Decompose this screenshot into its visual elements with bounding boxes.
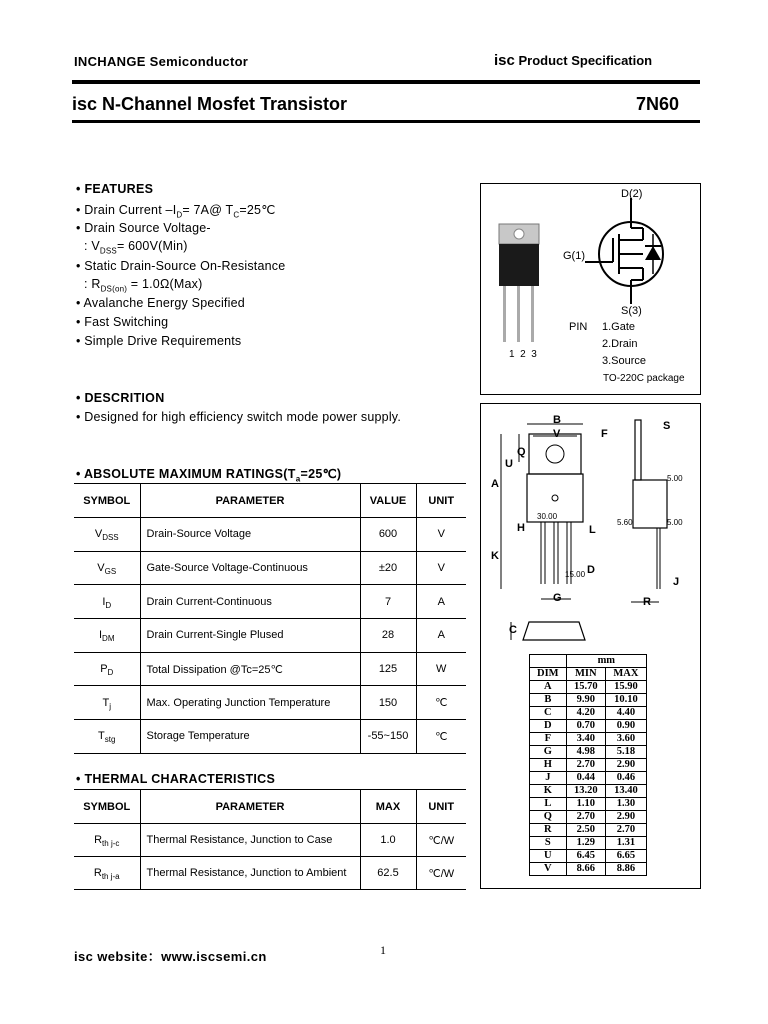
unit-cell: W: [416, 652, 466, 686]
package-box: [480, 183, 701, 395]
dim-row: [530, 837, 647, 850]
description-text: • Designed for high efficiency switch mode power supply.: [76, 410, 401, 424]
unit-cell: ℃/W: [416, 857, 466, 890]
unit-cell: A: [416, 585, 466, 619]
angle-30: 30.00: [537, 512, 558, 521]
pin-1-gate: 1.Gate: [602, 321, 636, 333]
value-cell: 28: [360, 619, 416, 653]
feature-drain-source-voltage: • Drain Source Voltage-: [76, 221, 211, 235]
table-row: [74, 857, 466, 890]
max-cell: 0.90: [605, 720, 646, 733]
min-cell: 9.90: [566, 694, 605, 707]
pin-label: PIN: [569, 321, 588, 333]
min-cell: 6.45: [566, 850, 605, 863]
symbol-cell: $T_j$: [74, 686, 140, 720]
min-cell: 4.98: [566, 746, 605, 759]
dim-unit-row: [530, 655, 647, 668]
unit-cell: V: [416, 518, 466, 552]
table-row: [74, 824, 466, 857]
dim-cell: J: [530, 772, 567, 785]
feature-fast: • Fast Switching: [76, 315, 169, 329]
package-body: [499, 244, 539, 286]
dim-label-b: B: [553, 414, 561, 426]
max-cell: 15.90: [605, 681, 646, 694]
dim-label-v: V: [553, 428, 561, 440]
dim-label-j: J: [673, 576, 680, 588]
dim-unit: mm: [566, 655, 646, 668]
dim-cell: A: [530, 681, 567, 694]
table-row: [74, 585, 466, 619]
dim-row: [530, 850, 647, 863]
table-row: [74, 619, 466, 653]
col-symbol: SYMBOL: [74, 484, 140, 518]
feature-drain-current: • Drain Current $-I_D=$ 7A@ $T_C=25℃$: [76, 203, 276, 220]
dim-label-l: L: [589, 524, 596, 536]
unit-cell: V: [416, 551, 466, 585]
dim-label-a: A: [491, 478, 499, 490]
feature-simple: • Simple Drive Requirements: [76, 334, 242, 348]
thermal-table: [74, 789, 466, 890]
angle-5-bottom: 5.00: [667, 518, 683, 527]
min-cell: 2.50: [566, 824, 605, 837]
dim-label-r: R: [643, 596, 651, 608]
parameter-cell: Thermal Resistance, Junction to Ambient: [140, 857, 360, 890]
min-cell: 8.66: [566, 863, 605, 876]
min-cell: 4.20: [566, 707, 605, 720]
parameter-cell: Storage Temperature: [140, 720, 360, 754]
dim-cell: L: [530, 798, 567, 811]
pin-3-source: 3.Source: [602, 355, 647, 367]
symbol-cell: $I_D$: [74, 585, 140, 619]
dimension-table: [529, 654, 647, 876]
min-cell: 13.20: [566, 785, 605, 798]
dim-cell: R: [530, 824, 567, 837]
min-cell: 2.70: [566, 811, 605, 824]
pin-numbers: 1 2 3: [509, 349, 537, 360]
col-value: VALUE: [360, 484, 416, 518]
header-rule-top: [72, 80, 700, 84]
symbol-cell: $V_{DSS}$: [74, 518, 140, 552]
col-unit: UNIT: [416, 790, 466, 824]
unit-cell: ℃: [416, 686, 466, 720]
table-row: [74, 720, 466, 754]
dim-row: [530, 824, 647, 837]
symbol-cell: $V_{GS}$: [74, 551, 140, 585]
symbol-cell: $T_{stg}$: [74, 720, 140, 754]
thermal-heading: • THERMAL CHARACTERISTICS: [76, 772, 276, 786]
dim-row: [530, 785, 647, 798]
min-cell: 0.44: [566, 772, 605, 785]
value-cell: 62.5: [360, 857, 416, 890]
max-cell: 1.30: [605, 798, 646, 811]
mechanical-box: [480, 403, 701, 889]
parameter-cell: Max. Operating Junction Temperature: [140, 686, 360, 720]
max-cell: 4.40: [605, 707, 646, 720]
package-name: TO-220C package: [603, 373, 685, 384]
dim-cell: V: [530, 863, 567, 876]
max-cell: 2.90: [605, 759, 646, 772]
min-cell: 15.70: [566, 681, 605, 694]
dim-label-d: D: [587, 564, 595, 576]
dim-cell: H: [530, 759, 567, 772]
unit-cell: A: [416, 619, 466, 653]
abs-max-table: [74, 483, 466, 754]
value-cell: -55~150: [360, 720, 416, 754]
product-spec-label: [494, 52, 652, 69]
dim-row: [530, 681, 647, 694]
col-symbol: SYMBOL: [74, 790, 140, 824]
dim-label-u: U: [505, 458, 513, 470]
abs-max-header-row: [74, 484, 466, 518]
package-illustration: [481, 184, 700, 394]
gate-pin-label: G(1): [563, 250, 585, 262]
part-number: 7N60: [636, 94, 680, 114]
dim-label-s: S: [663, 420, 671, 432]
dim-row: [530, 694, 647, 707]
dim-label-c: C: [509, 624, 517, 636]
max-cell: 8.86: [605, 863, 646, 876]
abs-max-heading: • ABSOLUTE MAXIMUM $RATINGS(T_a=25℃)$: [76, 467, 342, 484]
dim-cell: U: [530, 850, 567, 863]
max-cell: 5.18: [605, 746, 646, 759]
dim-row: [530, 720, 647, 733]
unit-cell: ℃: [416, 720, 466, 754]
parameter-cell: Drain Current-Single Plused: [140, 619, 360, 653]
dim-label-q: Q: [517, 446, 526, 458]
dim-col-max: MAX: [605, 668, 646, 681]
dim-label-h: H: [517, 522, 525, 534]
parameter-cell: Drain-Source Voltage: [140, 518, 360, 552]
value-cell: 150: [360, 686, 416, 720]
dim-col-dim: DIM: [530, 668, 567, 681]
drain-pin-label: D(2): [621, 188, 643, 200]
parameter-cell: Thermal Resistance, Junction to Case: [140, 824, 360, 857]
feature-rds-title: • Static Drain-Source On-Resistance: [76, 259, 286, 273]
min-cell: 1.10: [566, 798, 605, 811]
angle-15: 15.00: [565, 570, 586, 579]
table-row: [74, 652, 466, 686]
symbol-cell: $P_D$: [74, 652, 140, 686]
value-cell: 1.0: [360, 824, 416, 857]
max-cell: 2.90: [605, 811, 646, 824]
dim-row: [530, 863, 647, 876]
max-cell: 13.40: [605, 785, 646, 798]
table-row: [74, 551, 466, 585]
pin-2-drain: 2.Drain: [602, 338, 638, 350]
dim-col-min: MIN: [566, 668, 605, 681]
feature-vdss: : $V_{DSS}= 600V(Min)$: [84, 239, 188, 256]
col-unit: UNIT: [416, 484, 466, 518]
header-rule-bottom: [72, 120, 700, 123]
company-name: INCHANGE Semiconductor: [74, 54, 249, 69]
dim-row: [530, 811, 647, 824]
feature-rds: : $R_{DS(on)} = 1.0\Omega(Max)$: [84, 277, 203, 294]
symbol-cell: $R_{th j-c}$: [74, 824, 140, 857]
dim-cell: G: [530, 746, 567, 759]
dim-row: [530, 798, 647, 811]
thermal-header-row: [74, 790, 466, 824]
page-title: isc N-Channel Mosfet Transistor: [72, 94, 348, 114]
value-cell: 125: [360, 652, 416, 686]
dim-label-g: G: [553, 592, 562, 604]
max-cell: 6.65: [605, 850, 646, 863]
max-cell: 3.60: [605, 733, 646, 746]
dim-cell: C: [530, 707, 567, 720]
dim-row: [530, 759, 647, 772]
dim-row: [530, 707, 647, 720]
feature-avalanche: • Avalanche Energy Specified: [76, 296, 245, 310]
value-cell: 7: [360, 585, 416, 619]
features-heading: • FEATURES: [76, 182, 154, 196]
dim-header-row: [530, 668, 647, 681]
table-row: [74, 686, 466, 720]
page-number: 1: [380, 943, 386, 957]
parameter-cell: Drain Current-Continuous: [140, 585, 360, 619]
angle-5-60: 5.60: [617, 518, 633, 527]
dim-cell: S: [530, 837, 567, 850]
angle-5-top: 5.00: [667, 474, 683, 483]
isc-logo-text: isc: [494, 52, 515, 69]
unit-cell: ℃/W: [416, 824, 466, 857]
description-heading: • DESCRITION: [76, 391, 165, 405]
col-parameter: PARAMETER: [140, 484, 360, 518]
value-cell: 600: [360, 518, 416, 552]
dim-cell: K: [530, 785, 567, 798]
value-cell: ±20: [360, 551, 416, 585]
min-cell: 1.29: [566, 837, 605, 850]
col-max: MAX: [360, 790, 416, 824]
dim-cell: D: [530, 720, 567, 733]
dim-cell: Q: [530, 811, 567, 824]
symbol-cell: $R_{th j-a}$: [74, 857, 140, 890]
max-cell: 1.31: [605, 837, 646, 850]
dim-row: [530, 746, 647, 759]
spec-text: Product Specification: [518, 53, 653, 68]
parameter-cell: Total Dissipation @Tc=25℃: [140, 652, 360, 686]
dim-label-f: F: [601, 428, 608, 440]
max-cell: 10.10: [605, 694, 646, 707]
dim-cell: B: [530, 694, 567, 707]
parameter-cell: Gate-Source Voltage-Continuous: [140, 551, 360, 585]
symbol-cell: $I_{DM}$: [74, 619, 140, 653]
dim-row: [530, 733, 647, 746]
source-pin-label: S(3): [621, 305, 642, 317]
table-row: [74, 518, 466, 552]
max-cell: 0.46: [605, 772, 646, 785]
dim-cell: F: [530, 733, 567, 746]
col-parameter: PARAMETER: [140, 790, 360, 824]
min-cell: 0.70: [566, 720, 605, 733]
min-cell: 3.40: [566, 733, 605, 746]
min-cell: 2.70: [566, 759, 605, 772]
footer-website: isc website：www.iscsemi.cn: [74, 949, 267, 964]
dim-row: [530, 772, 647, 785]
dim-label-k: K: [491, 550, 499, 562]
max-cell: 2.70: [605, 824, 646, 837]
